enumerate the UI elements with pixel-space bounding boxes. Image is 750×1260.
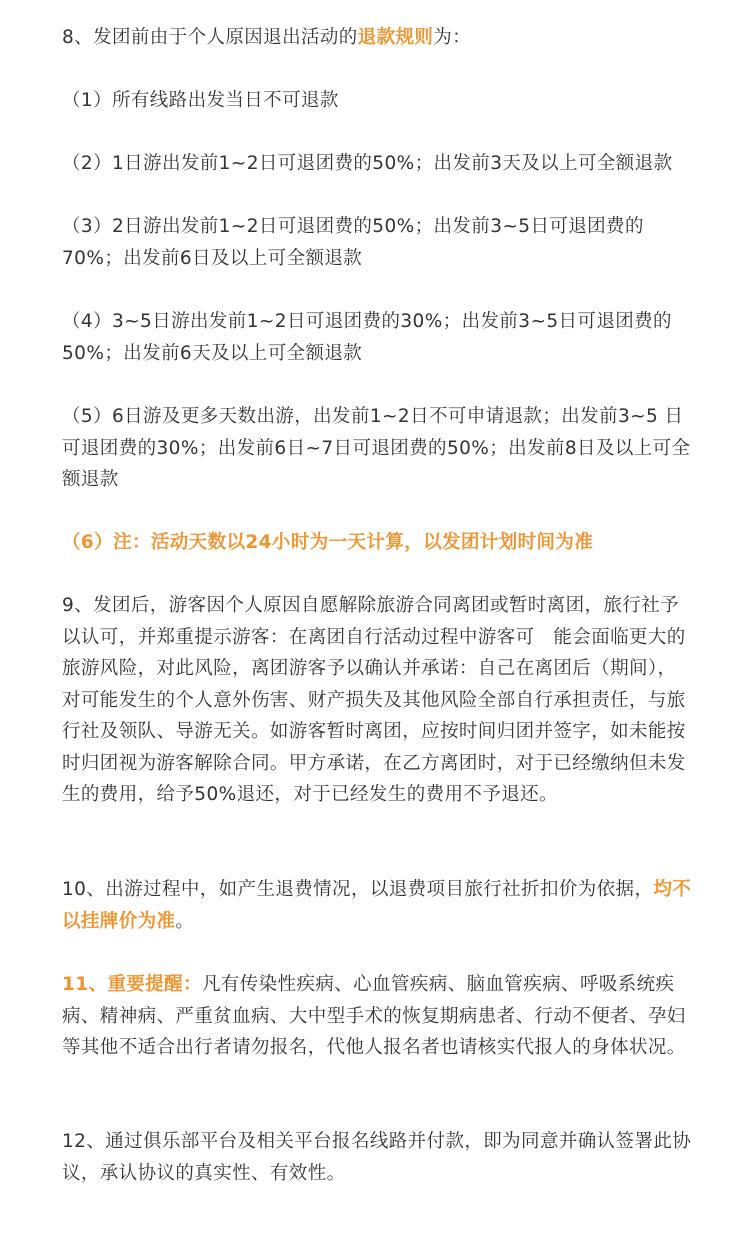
- rule-10-suffix: 。: [175, 910, 195, 932]
- rule-8-item-1: （1）所有线路出发当日不可退款: [62, 90, 339, 111]
- rule-11-text: 凡有传染性疾病、心血管疾病、脑血管疾病、呼吸系统疾病、精神病、严重贫血病、大中型手术的恢复期病患者、行动不便者、孕妇等其他不适合出行者请勿报名，代他人报名者也请核实代报人的身体状况。: [62, 974, 686, 1058]
- rule-10: [62, 874, 692, 937]
- rule-8-heading: [62, 22, 692, 54]
- rule-8-item-4: （4）3~5日游出发前1~2日可退团费的30%；出发前3~5日可退团费的50%；出发前6天及以上可全额退款: [62, 311, 672, 364]
- rule-8-item-3: （3）2日游出发前1~2日可退团费的50%；出发前3~5日可退团费的70%；出发前6日及以上可全额退款: [62, 216, 644, 269]
- rule-8-prefix: 8、发团前由于个人原因退出活动的: [62, 27, 358, 48]
- rule-10-highlight: 均不以挂牌价为准: [62, 879, 692, 932]
- rule-10-text: 10、出游过程中，如产生退费情况，以退费项目旅行社折扣价为依据，: [62, 879, 654, 900]
- rule-11: [62, 969, 692, 1064]
- rule-8-suffix: 为：: [433, 27, 472, 48]
- important-reminder-label: 11、重要提醒：: [62, 974, 202, 995]
- rule-8-item-5: （5）6日游及更多天数出游，出发前1~2日不可申请退款；出发前3~5 日可退团费的30%；出发前6日~7日可退团费的50%；出发前8日及以上可全额退款: [62, 406, 691, 490]
- rule-8-item-2: （2）1日游出发前1~2日可退团费的50%；出发前3天及以上可全额退款: [62, 153, 673, 174]
- rule-12: 12、通过俱乐部平台及相关平台报名线路并付款，即为同意并确认签署此协议，承认协议的真实性、有效性。: [62, 1131, 692, 1184]
- rule-9: 9、发团后，游客因个人原因自愿解除旅游合同离团或暂时离团，旅行社予以认可，并郑重提示游客：在离团自行活动过程中游客可 能会面临更大的旅游风险，对此风险，离团游客予以确认并承诺：自己在离团后（期间），对可能发生的个人意外伤害、财产损失及其他风险全部自行承担责任，与旅行社及领队、导游无关。如游客暂时离团，应按时间归团并签字，如未能按时归团视为游客解除合同。甲方承诺，在乙方离团时，对于已经缴纳但未发生的费用，给予50%退还，对于已经发生的费用不予退还。: [62, 595, 686, 805]
- rule-8-note: （6）注：活动天数以24小时为一天计算，以发团计划时间为准: [62, 532, 594, 553]
- refund-rules-highlight: 退款规则: [357, 27, 434, 48]
